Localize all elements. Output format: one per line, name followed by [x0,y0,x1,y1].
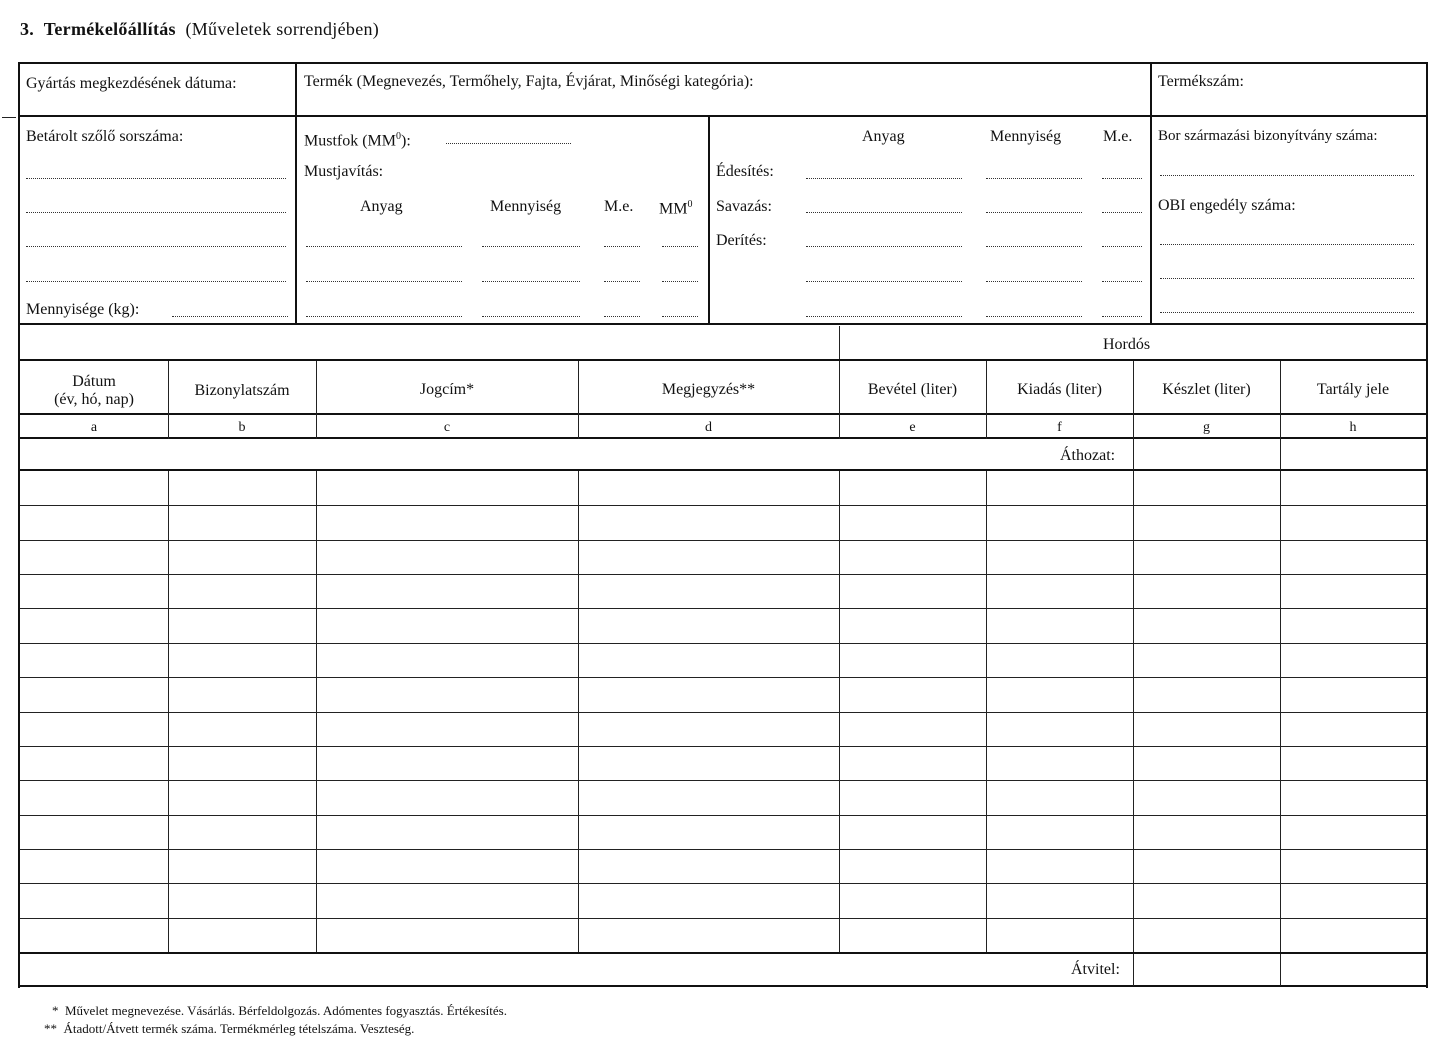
treatment-unit-line[interactable] [1102,316,1142,317]
col-expense: Kiadás (liter) [1017,381,1102,398]
section-name: Termékelőállítás [43,19,176,39]
table-row[interactable] [20,781,1426,813]
section-subtitle: (Műveletek sorrendjében) [185,19,380,39]
must-correction-label: Mustjavítás: [304,163,384,180]
col-stock: Készlet (liter) [1162,381,1251,398]
table-row[interactable] [20,713,1426,745]
must-col-unit: M.e. [604,198,634,215]
obi-permit-line[interactable] [1160,278,1414,279]
must-col-material: Anyag [360,198,403,215]
treatment-quantity-line[interactable] [986,178,1082,179]
table-row[interactable] [20,884,1426,916]
carry-in-label: Áthozat: [1060,447,1116,464]
col-letter-f: f [1057,420,1062,435]
col-letter-a: a [90,420,98,435]
obi-permit-label: OBI engedély száma: [1158,197,1296,214]
must-unit-line[interactable] [604,281,640,282]
grape-serial-line[interactable] [26,178,286,179]
table-row[interactable] [20,644,1426,676]
grape-serial-line[interactable] [26,281,286,282]
table-row[interactable] [20,575,1426,607]
must-unit-line[interactable] [604,246,640,247]
col-income: Bevétel (liter) [867,381,958,398]
grape-quantity-label: Mennyisége (kg): [26,301,140,318]
treatment-material-line[interactable] [806,316,962,317]
must-mm-line[interactable] [662,316,698,317]
treatment-material-line[interactable] [806,178,962,179]
treatment-material-line[interactable] [806,246,962,247]
product-label: Termék (Megnevezés, Termőhely, Fajta, Évjárat, Minőségi kategória): [304,73,754,90]
treatment-material-line[interactable] [806,281,962,282]
treatment-unit-line[interactable] [1102,246,1142,247]
section-number: 3. [20,19,35,39]
grape-serial-line[interactable] [26,246,286,247]
table-row[interactable] [20,472,1426,504]
must-mm-line[interactable] [662,281,698,282]
treatment-unit-line[interactable] [1102,281,1142,282]
table-row[interactable] [20,506,1426,538]
treatment-unit-line[interactable] [1102,212,1142,213]
must-quantity-line[interactable] [482,246,580,247]
must-material-line[interactable] [306,281,462,282]
treatment-col-quantity: Mennyiség [990,128,1062,145]
grape-serial-line[interactable] [26,212,286,213]
carry-out-label: Átvitel: [1071,961,1120,978]
must-material-line[interactable] [306,316,462,317]
treatment-quantity-line[interactable] [986,246,1082,247]
col-letter-e: e [909,420,916,435]
table-row[interactable] [20,678,1426,710]
must-unit-line[interactable] [604,316,640,317]
treatment-quantity-line[interactable] [986,316,1082,317]
must-quantity-line[interactable] [482,281,580,282]
start-date-label: Gyártás megkezdésének dátuma: [26,75,237,92]
col-letter-b: b [238,420,246,435]
table-row[interactable] [20,541,1426,573]
col-document-number: Bizonylatszám [194,382,290,399]
col-letter-d: d [705,420,712,435]
treatment-quantity-line[interactable] [986,281,1082,282]
clarification-label: Derítés: [716,232,767,249]
col-remark: Megjegyzés** [661,381,756,398]
treatment-col-material: Anyag [862,128,905,145]
origin-certificate-label: Bor származási bizonyítvány száma: [1158,128,1378,144]
must-material-line[interactable] [306,246,462,247]
origin-certificate-line[interactable] [1160,175,1414,176]
sweetening-label: Édesítés: [716,163,774,180]
col-letter-h: h [1349,420,1357,435]
obi-permit-line[interactable] [1160,244,1414,245]
table-row[interactable] [20,747,1426,779]
footnote-1: * Művelet megnevezése. Vásárlás. Bérfeldolgozás. Adómentes fogyasztás. Értékesítés. [52,1003,507,1018]
table-row[interactable] [20,816,1426,848]
col-date: Dátum (év, hó, nap) [54,373,134,408]
grape-serial-label: Betárolt szőlő sorszáma: [26,128,184,145]
product-number-label: Termékszám: [1158,73,1244,90]
grape-quantity-line[interactable] [172,316,288,317]
table-row[interactable] [20,919,1426,951]
must-quantity-line[interactable] [482,316,580,317]
must-col-quantity: Mennyiség [490,198,562,215]
treatment-material-line[interactable] [806,212,962,213]
col-tank-mark: Tartály jele [1316,381,1390,398]
must-mm-line[interactable] [662,246,698,247]
col-letter-c: c [443,420,451,435]
group-header-barrel: Hordós [1103,336,1151,353]
obi-permit-line[interactable] [1160,312,1414,313]
table-row[interactable] [20,609,1426,641]
must-degree-label: Mustfok $(MM^0)$: [304,131,411,150]
treatment-quantity-line[interactable] [986,212,1082,213]
treatment-unit-line[interactable] [1102,178,1142,179]
footnote-2: ** Átadott/Átvett termék száma. Termékmérleg tételszáma. Veszteség. [44,1021,415,1036]
col-title: Jogcím* [419,381,475,398]
acidification-label: Savazás: [716,198,772,215]
must-col-mm: $MM^0$ [659,199,693,218]
section-title [20,18,379,40]
treatment-col-unit: M.e. [1103,128,1133,145]
col-letter-g: g [1203,420,1210,435]
must-degree-line[interactable] [446,143,571,144]
table-row[interactable] [20,850,1426,882]
